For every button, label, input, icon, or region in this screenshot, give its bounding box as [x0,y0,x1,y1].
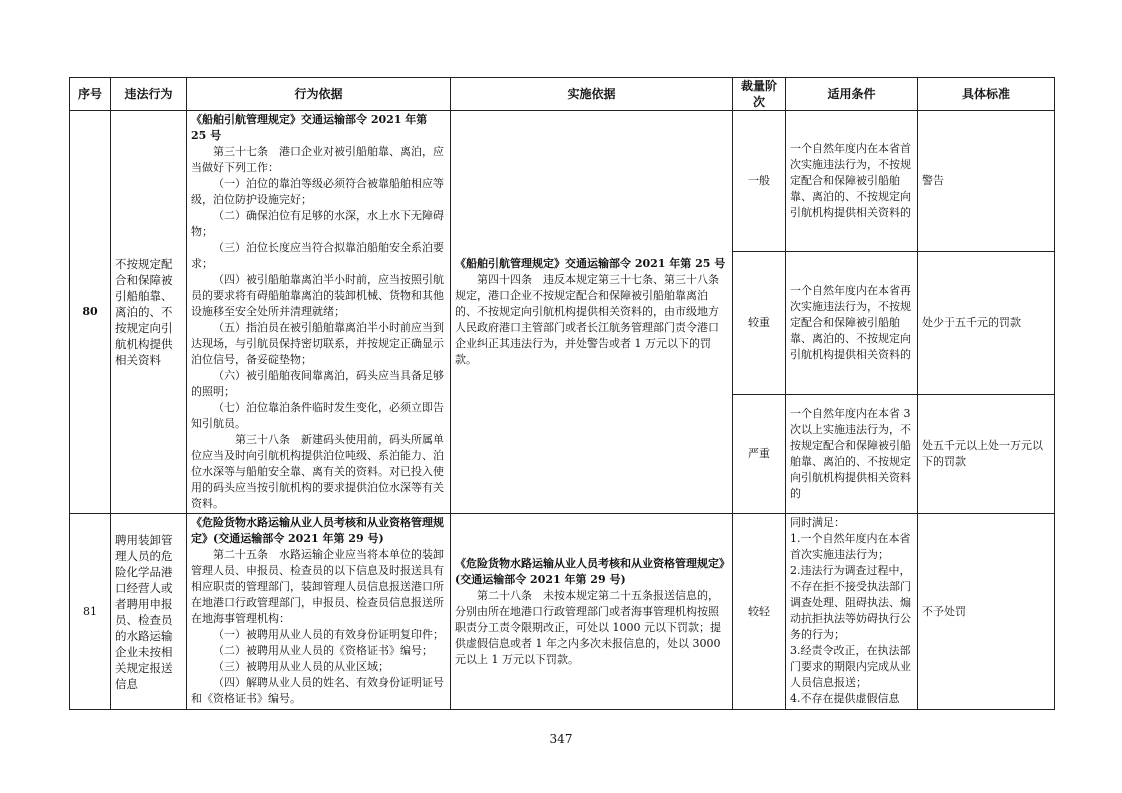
row-80-basis-title: 《船舶引航管理规定》交通运输部令 2021 年第 25 号 [191,113,428,142]
header-basis: 行为依据 [187,78,451,111]
row-81-condition [786,514,918,710]
row-81-condition-line: 1.一个自然年度内在本省首次实施违法行为； [790,532,911,561]
row-81-condition-line: 3.经责令改正，在执法部门要求的期限内完成从业人员信息报送； [790,644,911,689]
row-80-standard-serious: 处少于五千元的罚款 [918,252,1055,394]
row-80-impl-text: 第四十四条 违反本规定第三十七条、第三十八条规定，港口企业不按规定配合和保障被引船舶靠离泊的、不按规定向引航机构提供相关资料的，由市级地方人民政府港口主管部门或者长江航务管理部门责令港口企业纠正其违法行为，并处警告或者 1 万元以下的罚款。 [455,273,719,366]
header-level: 裁量阶次 [733,78,786,111]
row-80-violation: 不按规定配合和保障被引船舶靠、离泊的、不按规定向引航机构提供相关资料 [111,111,187,514]
row-81-impl-text: 第二十八条 未按本规定第二十五条报送信息的，分别由所在地港口行政管理部门或者海事管理机构按照职责分工责令限期改正，可处以 1000 元以下罚款；提供虚假信息或者 1 年之内多次未报信息的，处以 3000 元以上 1 万元以下罚款。 [455,588,721,666]
row-81-standard: 不予处罚 [918,514,1055,710]
row-81-condition-line: 2.违法行为调查过程中，不存在拒不接受执法部门调查处理、阻碍执法、煽动抗拒执法等妨碍执行公务的行为； [790,564,911,641]
row-80-basis-line: （六）被引船舶夜间靠离泊，码头应当具备足够的照明； [191,369,444,398]
row-81-no: 81 [70,514,111,710]
row-80-condition-serious: 一个自然年度内在本省再次实施违法行为，不按规定配合和保障被引船舶靠、离泊的、不按规定向引航机构提供相关资料的 [786,252,918,394]
row-80-level-general: 一般 [733,111,786,252]
row-81 [70,514,1055,710]
header-row [70,78,1055,111]
row-81-basis-line: （一）被聘用从业人员的有效身份证明复印件； [213,628,444,641]
row-80-general [70,111,1055,252]
header-condition: 适用条件 [786,78,918,111]
row-81-basis [187,514,451,710]
row-80-condition-severe: 一个自然年度内在本省 3 次以上实施违法行为，不按规定配合和保障被引船舶靠、离泊的、不按规定向引航机构提供相关资料的 [786,394,918,513]
header-no: 序号 [70,78,111,111]
row-81-violation: 聘用装卸管理人员的危险化学品港口经营人或者聘用申报员、检查员的水路运输企业未按相关规定报送信息 [111,514,187,710]
row-80-basis-line: （五）指泊员在被引船舶靠离泊半小时前应当到达现场，与引航员保持密切联系，并按规定正确显示泊位信号，备妥碇垫物； [191,321,444,366]
row-80-standard-general: 警告 [918,111,1055,252]
row-80-basis-line: 第三十七条 港口企业对被引船舶靠、离泊，应当做好下列工作： [191,145,444,174]
row-80-condition-general: 一个自然年度内在本省首次实施违法行为，不按规定配合和保障被引船舶靠、离泊的、不按规定向引航机构提供相关资料的 [786,111,918,252]
row-81-basis-title: 《危险货物水路运输从业人员考核和从业资格管理规定》(交通运输部令 2021 年第 29 号) [191,516,444,545]
page-number: 347 [549,732,573,746]
row-81-impl-title: 《危险货物水路运输从业人员考核和从业资格管理规定》(交通运输部令 2021 年第 29 号) [455,556,725,586]
row-80-basis [187,111,451,514]
row-80-basis-line: 第三十八条 新建码头使用前，码头所属单位应当及时向引航机构提供泊位吨级、系泊能力、泊位水深等与船舶安全靠、离有关的资料。对已投入使用的码头应当按引航机构的要求提供泊位水深等有关资料。 [191,433,444,510]
penalty-table [69,77,1055,710]
header-standard: 具体标准 [918,78,1055,111]
row-80-basis-line: （三）泊位长度应当符合拟靠泊船舶安全系泊要求； [191,241,444,270]
row-80-level-severe: 严重 [733,394,786,513]
row-81-basis-line: （四）解聘从业人员的姓名、有效身份证明证号和《资格证书》编号。 [191,676,444,705]
row-80-basis-line: （七）泊位靠泊条件临时发生变化，必须立即告知引航员。 [191,401,444,430]
row-80-basis-line: （一）泊位的靠泊等级必须符合被靠船舶相应等级，泊位防护设施完好； [191,177,444,206]
row-81-implement [451,514,733,710]
row-80-level-serious: 较重 [733,252,786,394]
row-80-standard-severe: 处五千元以上处一万元以下的罚款 [918,394,1055,513]
row-81-condition-line: 4.不存在提供虚假信息 [790,692,900,705]
header-violation: 违法行为 [111,78,187,111]
row-80-basis-line: （二）确保泊位有足够的水深，水上水下无障碍物； [191,209,444,238]
header-implement: 实施依据 [451,78,733,111]
row-80-impl-title: 《船舶引航管理规定》交通运输部令 2021 年第 25 号 [455,257,726,270]
row-81-basis-line: 第二十五条 水路运输企业应当将本单位的装卸管理人员、申报员、检查员的以下信息及时报送具有相应职责的管理部门，装卸管理人员信息报送港口所在地港口行政管理部门，申报员、检查员信息报送所在地海事管理机构： [191,548,444,625]
row-81-basis-line: （二）被聘用从业人员的《资格证书》编号； [213,644,433,657]
row-80-basis-line: （四）被引船舶靠离泊半小时前，应当按照引航员的要求将有碍船舶靠离泊的装卸机械、货物和其他设施移至安全处所并清理就绪； [191,273,444,318]
row-81-level: 较轻 [733,514,786,710]
row-80-no: 80 [70,111,111,514]
row-80-implement [451,111,733,514]
row-81-basis-line: （三）被聘用从业人员的从业区域； [213,660,389,673]
row-81-condition-line: 同时满足： [790,516,845,529]
